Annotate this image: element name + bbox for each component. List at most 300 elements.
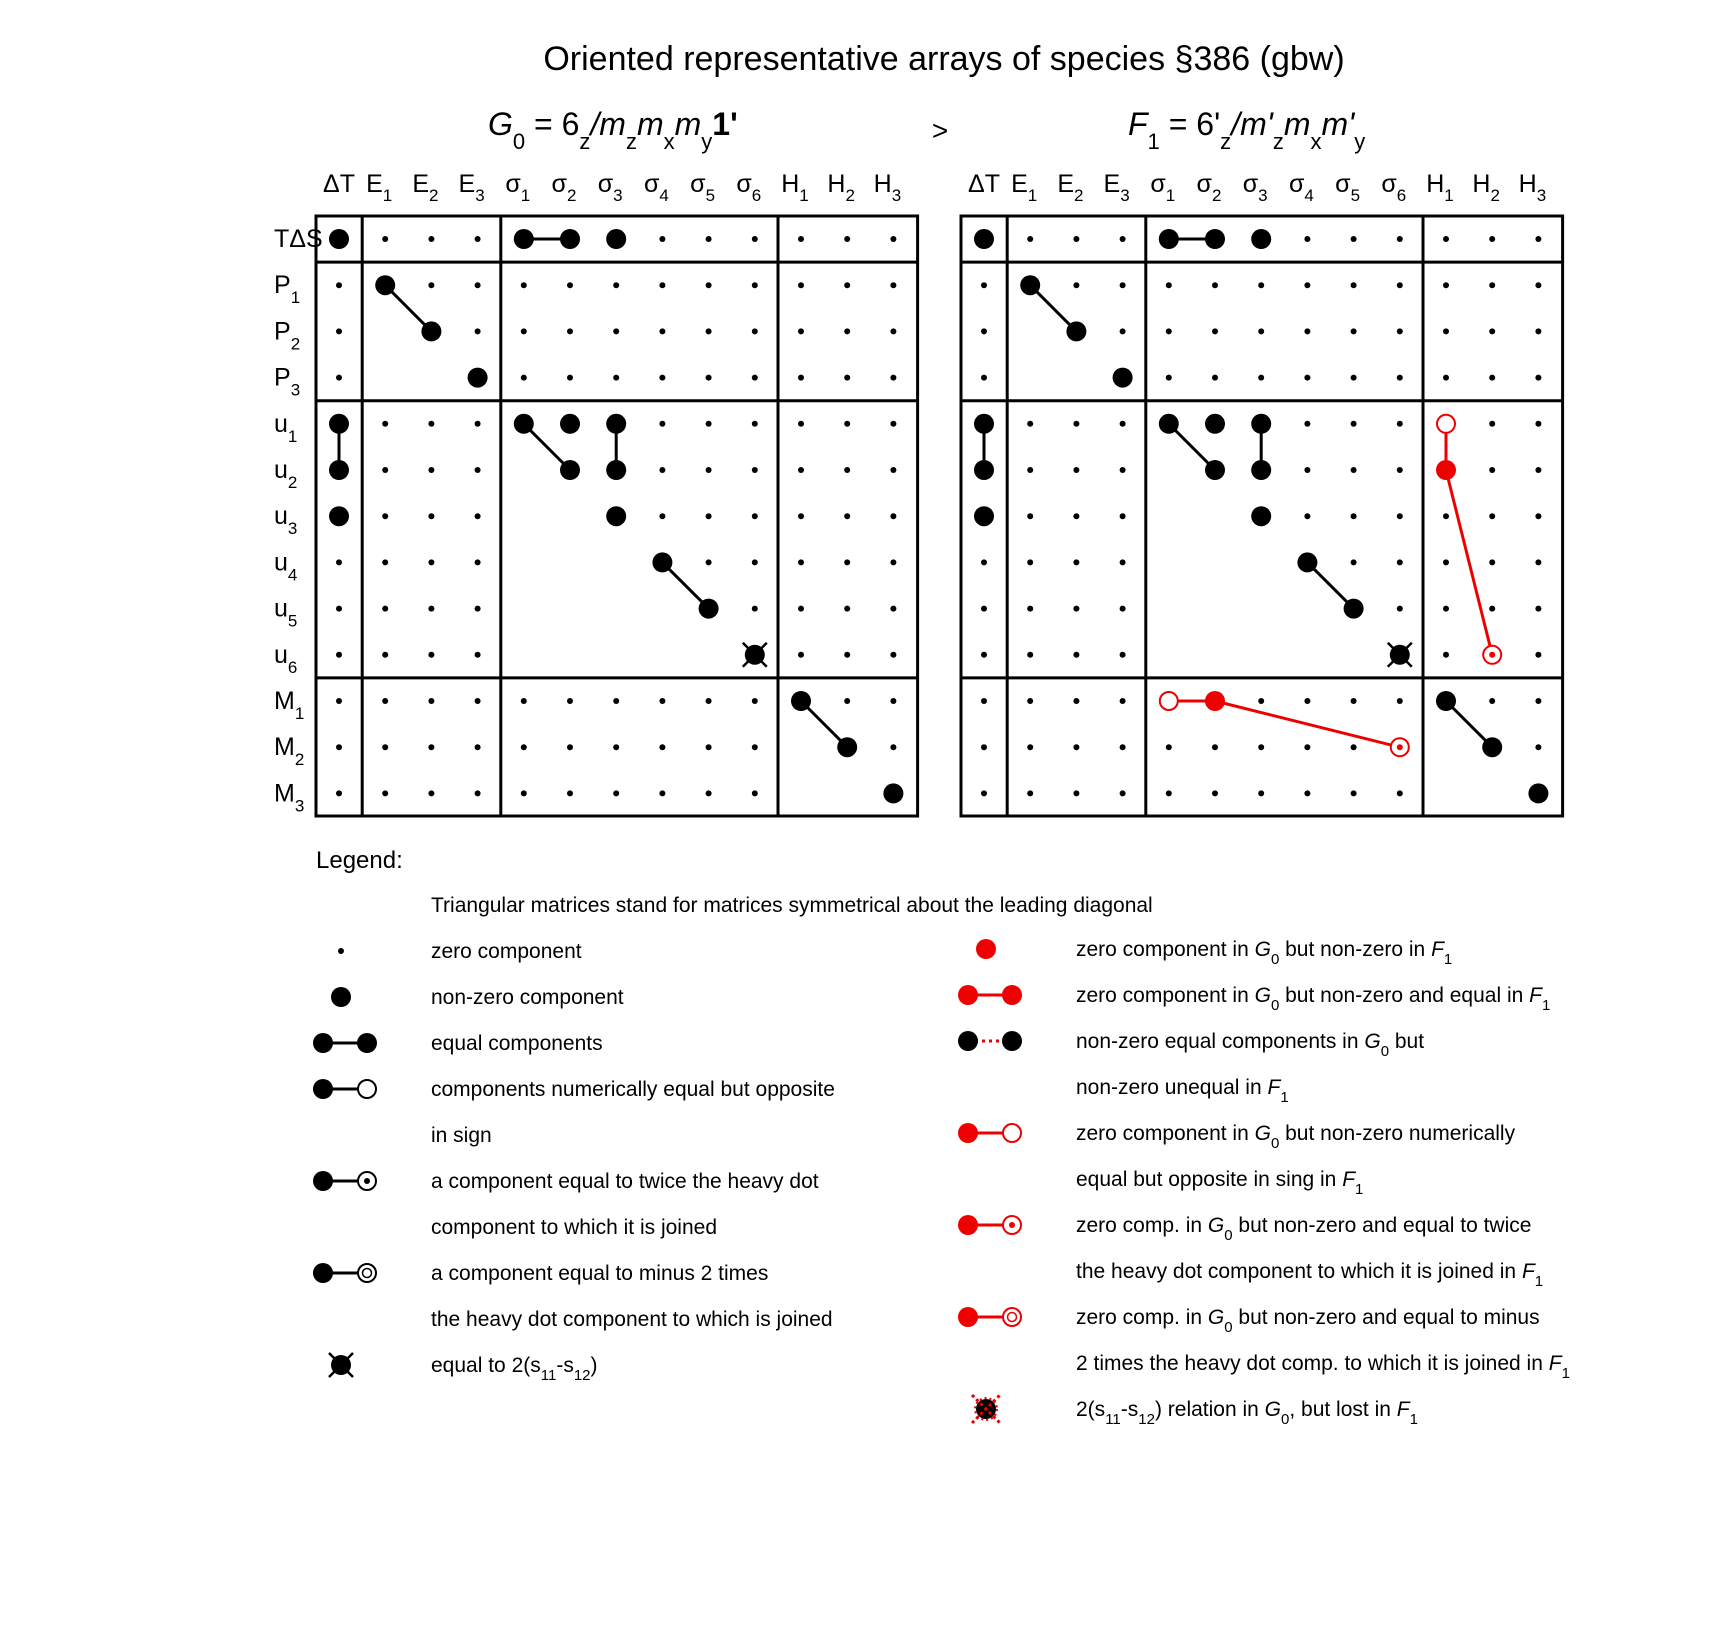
- zero-dot: [1535, 467, 1541, 473]
- zero-dot: [1073, 467, 1079, 473]
- heavy-dot: [1297, 552, 1317, 572]
- col-header-f1-3: $E_3$: [1103, 170, 1130, 205]
- zero-dot: [382, 744, 388, 750]
- zero-dot: [752, 698, 758, 704]
- zero-dot: [981, 652, 987, 658]
- col-header-f1-6: $\sigma_3$: [1242, 170, 1268, 205]
- legend-item-opp: [313, 1078, 835, 1147]
- zero-dot: [981, 282, 987, 288]
- zero-dot: [1443, 328, 1449, 334]
- zero-dot: [1212, 744, 1218, 750]
- zero-dot: [1535, 236, 1541, 242]
- zero-dot: [1120, 790, 1126, 796]
- zero-dot: [1073, 513, 1079, 519]
- zero-dot: [890, 467, 896, 473]
- zero-dot: [428, 744, 434, 750]
- legend-item-r_eq: [958, 984, 1550, 1014]
- legend-text: equal to $2(s_{11}-s_{12})$: [431, 1354, 598, 1384]
- zero-dot: [1304, 790, 1310, 796]
- legend-text: zero component: [431, 940, 582, 963]
- zero-dot: [1443, 513, 1449, 519]
- heavy-dot: [1159, 414, 1179, 434]
- legend-heavy-dot: [958, 985, 978, 1005]
- zero-dot: [475, 236, 481, 242]
- col-header-g0-4: $\sigma_1$: [505, 170, 531, 205]
- zero-dot: [1304, 744, 1310, 750]
- zero-dot: [567, 328, 573, 334]
- zero-dot: [1027, 421, 1033, 427]
- zero-dot: [981, 790, 987, 796]
- link-line: [1215, 701, 1400, 747]
- zero-dot: [798, 606, 804, 612]
- zero-dot: [567, 282, 573, 288]
- zero-dot: [382, 467, 388, 473]
- zero-dot: [475, 282, 481, 288]
- zero-dot: [382, 236, 388, 242]
- legend-text: the heavy dot component to which it is joined in $F_1$: [1076, 1260, 1544, 1290]
- zero-dot: [1212, 790, 1218, 796]
- zero-dot: [798, 328, 804, 334]
- zero-dot: [844, 606, 850, 612]
- heavy-dot: [1528, 783, 1548, 803]
- zero-dot: [1489, 328, 1495, 334]
- open-dot: [1160, 692, 1178, 710]
- col-header-g0-12: $H_3$: [873, 170, 902, 205]
- zero-dot: [1027, 652, 1033, 658]
- zero-dot: [475, 606, 481, 612]
- zero-dot: [1212, 375, 1218, 381]
- zero-dot: [1351, 467, 1357, 473]
- row-label-7: $u_4$: [274, 548, 298, 585]
- heavy-dot: [560, 229, 580, 249]
- zero-dot: [613, 375, 619, 381]
- zero-dot: [659, 698, 665, 704]
- legend-heavy-dot: [958, 1307, 978, 1327]
- heavy-dot: [329, 229, 349, 249]
- zero-dot: [798, 513, 804, 519]
- zero-dot: [1397, 375, 1403, 381]
- zero-dot: [1258, 282, 1264, 288]
- legend-text: the heavy dot component to which is joined: [431, 1308, 833, 1331]
- legend: [313, 938, 1570, 1428]
- zero-dot: [428, 698, 434, 704]
- legend-text: a component equal to minus 2 times: [431, 1262, 769, 1285]
- zero-dot: [706, 698, 712, 704]
- zero-dot: [475, 652, 481, 658]
- zero-dot: [706, 559, 712, 565]
- heavy-dot: [883, 783, 903, 803]
- zero-dot: [1073, 652, 1079, 658]
- legend-text: zero comp. in $G_0$ but non-zero and equal to twice: [1076, 1214, 1532, 1244]
- zero-dot: [1120, 559, 1126, 565]
- heavy-dot: [1205, 414, 1225, 434]
- zero-dot: [1258, 375, 1264, 381]
- zero-dot: [1027, 513, 1033, 519]
- row-label-4: $u_1$: [274, 409, 298, 446]
- zero-dot: [521, 744, 527, 750]
- zero-dot: [1397, 513, 1403, 519]
- zero-dot: [659, 467, 665, 473]
- zero-dot: [1351, 744, 1357, 750]
- zero-dot: [1443, 282, 1449, 288]
- zero-dot: [706, 282, 712, 288]
- zero-dot: [1351, 698, 1357, 704]
- zero-dot: [382, 421, 388, 427]
- zero-dot: [1027, 559, 1033, 565]
- zero-dot: [752, 236, 758, 242]
- legend-item-r_heavy: [976, 938, 1452, 968]
- zero-dot: [798, 467, 804, 473]
- zero-dot: [1397, 421, 1403, 427]
- zero-dot: [706, 375, 712, 381]
- zero-dot: [567, 744, 573, 750]
- zero-dot: [1304, 467, 1310, 473]
- red-heavy-dot: [1205, 691, 1225, 711]
- zero-dot: [428, 236, 434, 242]
- zero-dot: [475, 698, 481, 704]
- zero-dot: [981, 559, 987, 565]
- heavy-dot: [837, 737, 857, 757]
- zero-dot: [1166, 328, 1172, 334]
- zero-dot: [1489, 513, 1495, 519]
- zero-dot: [1120, 236, 1126, 242]
- heavy-dot: [329, 460, 349, 480]
- heavy-dot: [1251, 506, 1271, 526]
- zero-dot: [1027, 744, 1033, 750]
- zero-dot: [798, 421, 804, 427]
- zero-dot: [428, 790, 434, 796]
- legend-bullseye-center: [1009, 1222, 1015, 1228]
- zero-dot: [706, 744, 712, 750]
- zero-dot: [428, 606, 434, 612]
- zero-dot: [428, 559, 434, 565]
- zero-dot: [1073, 559, 1079, 565]
- zero-dot: [1489, 559, 1495, 565]
- zero-dot: [1120, 652, 1126, 658]
- zero-dot: [1120, 698, 1126, 704]
- relation-symbol: >: [931, 115, 949, 146]
- legend-text: non-zero equal components in $G_0$ but: [1076, 1030, 1425, 1060]
- legend-text: 2 times the heavy dot comp. to which it is joined in $F_1$: [1076, 1352, 1570, 1382]
- zero-dot: [659, 513, 665, 519]
- zero-dot: [752, 559, 758, 565]
- legend-heavy-dot: [313, 1079, 333, 1099]
- col-header-g0-1: $E_1$: [366, 170, 393, 205]
- legend-text: zero component in $G_0$ but non-zero in $F_1$: [1076, 938, 1453, 968]
- row-label-3: $P_3$: [274, 363, 301, 400]
- col-header-g0-2: $E_2$: [412, 170, 439, 205]
- zero-dot: [844, 513, 850, 519]
- zero-dot: [1120, 467, 1126, 473]
- zero-dot: [382, 698, 388, 704]
- zero-dot: [1489, 236, 1495, 242]
- zero-dot: [475, 513, 481, 519]
- zero-dot: [798, 282, 804, 288]
- zero-dot: [659, 282, 665, 288]
- col-header-g0-10: $H_1$: [781, 170, 809, 205]
- zero-dot: [890, 744, 896, 750]
- zero-dot: [1166, 375, 1172, 381]
- heavy-dot: [791, 691, 811, 711]
- zero-dot: [382, 606, 388, 612]
- col-header-g0-3: $E_3$: [458, 170, 485, 205]
- heavy-dot: [699, 599, 719, 619]
- legend-item-r_opp: [958, 1122, 1516, 1198]
- col-header-g0-5: $\sigma_2$: [551, 170, 577, 205]
- zero-dot: [336, 559, 342, 565]
- zero-dot: [844, 559, 850, 565]
- bullseye-center: [1489, 652, 1495, 658]
- zero-dot: [1489, 375, 1495, 381]
- zero-dot: [1304, 421, 1310, 427]
- zero-dot: [521, 282, 527, 288]
- col-header-g0-9: $\sigma_6$: [736, 170, 762, 205]
- zero-dot: [428, 421, 434, 427]
- col-header-f1-12: $H_3$: [1518, 170, 1547, 205]
- heavy-dot: [560, 460, 580, 480]
- open-dot: [1437, 415, 1455, 433]
- col-header-g0-8: $\sigma_5$: [690, 170, 716, 205]
- zero-dot: [382, 513, 388, 519]
- zero-dot: [890, 421, 896, 427]
- legend-item-r_lost: [972, 1395, 1418, 1428]
- zero-dot: [1120, 282, 1126, 288]
- col-header-f1-9: $\sigma_6$: [1381, 170, 1407, 205]
- zero-dot: [1351, 328, 1357, 334]
- zero-dot: [1120, 606, 1126, 612]
- zero-dot: [981, 328, 987, 334]
- heavy-dot: [1251, 414, 1271, 434]
- zero-dot: [521, 375, 527, 381]
- heavy-dot: [1482, 737, 1502, 757]
- col-header-g0-11: $H_2$: [827, 170, 855, 205]
- zero-dot: [1351, 236, 1357, 242]
- zero-dot: [1351, 790, 1357, 796]
- zero-dot: [613, 790, 619, 796]
- zero-dot: [1351, 559, 1357, 565]
- legend-text: equal components: [431, 1032, 603, 1055]
- diagram-title: Oriented representative arrays of species §386 (gbw): [543, 40, 1345, 78]
- legend-text: non-zero unequal in $F_1$: [1076, 1076, 1289, 1106]
- zero-dot: [752, 467, 758, 473]
- zero-dot: [1304, 328, 1310, 334]
- zero-dot: [1304, 698, 1310, 704]
- zero-dot: [613, 698, 619, 704]
- zero-dot: [613, 328, 619, 334]
- heavy-dot: [974, 506, 994, 526]
- bullseye-center: [1397, 744, 1403, 750]
- zero-dot: [1120, 744, 1126, 750]
- zero-dot: [659, 375, 665, 381]
- zero-dot: [844, 328, 850, 334]
- zero-dot: [336, 328, 342, 334]
- zero-dot: [567, 698, 573, 704]
- zero-dot: [1027, 606, 1033, 612]
- zero-dot: [521, 328, 527, 334]
- zero-dot: [1073, 236, 1079, 242]
- col-header-f1-10: $H_1$: [1426, 170, 1454, 205]
- zero-dot: [798, 236, 804, 242]
- zero-dot: [1258, 790, 1264, 796]
- zero-dot: [1027, 467, 1033, 473]
- zero-dot: [706, 236, 712, 242]
- legend-text: components numerically equal but opposite: [431, 1078, 835, 1101]
- zero-dot: [1073, 744, 1079, 750]
- legend-heavy-dot: [331, 987, 351, 1007]
- heavy-dot: [974, 229, 994, 249]
- row-label-1: $P_1$: [274, 271, 301, 308]
- zero-dot: [1073, 606, 1079, 612]
- zero-dot: [382, 790, 388, 796]
- zero-dot: [890, 652, 896, 658]
- heavy-dot: [329, 414, 349, 434]
- zero-dot: [1443, 559, 1449, 565]
- zero-dot: [890, 698, 896, 704]
- zero-dot: [336, 652, 342, 658]
- zero-dot: [475, 559, 481, 565]
- zero-dot: [1304, 375, 1310, 381]
- col-header-f1-4: $\sigma_1$: [1150, 170, 1176, 205]
- zero-dot: [1535, 328, 1541, 334]
- red-heavy-dot: [1436, 460, 1456, 480]
- col-header-f1-11: $H_2$: [1472, 170, 1500, 205]
- zero-dot: [336, 606, 342, 612]
- zero-dot: [659, 328, 665, 334]
- zero-dot: [1489, 698, 1495, 704]
- legend-heavy-dot: [357, 1033, 377, 1053]
- zero-dot: [1443, 652, 1449, 658]
- zero-dot: [890, 328, 896, 334]
- zero-dot: [1166, 790, 1172, 796]
- heavy-dot: [1251, 229, 1271, 249]
- zero-dot: [1397, 236, 1403, 242]
- zero-dot: [567, 790, 573, 796]
- zero-dot: [475, 790, 481, 796]
- legend-item-heavy: [331, 986, 624, 1009]
- zero-dot: [981, 744, 987, 750]
- link-line: [1446, 470, 1492, 655]
- heavy-dot: [1020, 275, 1040, 295]
- zero-dot: [1258, 744, 1264, 750]
- zero-dot: [890, 282, 896, 288]
- zero-dot: [1535, 421, 1541, 427]
- legend-text: zero component in $G_0$ but non-zero and equal in $F_1$: [1076, 984, 1551, 1014]
- zero-dot: [1443, 236, 1449, 242]
- zero-dot: [1535, 652, 1541, 658]
- legend-heavy-dot: [958, 1215, 978, 1235]
- zero-dot: [1397, 328, 1403, 334]
- zero-dot: [752, 606, 758, 612]
- zero-dot: [1027, 790, 1033, 796]
- legend-bullseye-center: [364, 1178, 370, 1184]
- zero-dot: [1535, 606, 1541, 612]
- zero-dot: [475, 744, 481, 750]
- heavy-dot: [468, 368, 488, 388]
- zero-dot: [1166, 744, 1172, 750]
- heavy-dot: [1066, 321, 1086, 341]
- zero-dot: [336, 790, 342, 796]
- legend-heavy-dot: [313, 1033, 333, 1053]
- legend-double-ring-inner: [1008, 1313, 1017, 1322]
- col-header-f1-2: $E_2$: [1057, 170, 1084, 205]
- heavy-dot: [652, 552, 672, 572]
- legend-text: zero comp. in $G_0$ but non-zero and equal to minus: [1076, 1306, 1540, 1336]
- legend-open-dot: [1003, 1124, 1021, 1142]
- row-label-6: $u_3$: [274, 502, 298, 539]
- row-label-5: $u_2$: [274, 456, 298, 492]
- legend-note: Triangular matrices stand for matrices symmetrical about the leading diagonal: [431, 894, 1153, 917]
- zero-dot: [475, 421, 481, 427]
- zero-dot: [1073, 698, 1079, 704]
- legend-zero-dot: [338, 948, 344, 954]
- zero-dot: [1304, 236, 1310, 242]
- zero-dot: [1535, 744, 1541, 750]
- zero-dot: [1212, 328, 1218, 334]
- zero-dot: [382, 559, 388, 565]
- legend-item-r_minus2: [958, 1306, 1570, 1382]
- zero-dot: [844, 652, 850, 658]
- zero-dot: [1489, 421, 1495, 427]
- heavy-dot: [606, 414, 626, 434]
- legend-text: non-zero component: [431, 986, 624, 1009]
- zero-dot: [1535, 513, 1541, 519]
- zero-dot: [1073, 421, 1079, 427]
- heavy-dot: [560, 414, 580, 434]
- legend-heavy-dot: [958, 1031, 978, 1051]
- zero-dot: [1489, 282, 1495, 288]
- zero-dot: [1212, 282, 1218, 288]
- zero-dot: [428, 282, 434, 288]
- heavy-dot: [606, 506, 626, 526]
- zero-dot: [1304, 282, 1310, 288]
- heavy-dot: [1344, 599, 1364, 619]
- zero-dot: [428, 513, 434, 519]
- legend-double-ring-inner: [363, 1269, 372, 1278]
- legend-text: equal but opposite in sing in $F_1$: [1076, 1168, 1364, 1198]
- zero-dot: [336, 698, 342, 704]
- zero-dot: [1027, 698, 1033, 704]
- matrix-f1: [961, 170, 1563, 816]
- zero-dot: [1351, 513, 1357, 519]
- zero-dot: [1166, 282, 1172, 288]
- legend-item-cross: [329, 1353, 598, 1384]
- zero-dot: [706, 328, 712, 334]
- col-header-g0-7: $\sigma_4$: [643, 170, 669, 205]
- heavy-dot: [514, 229, 534, 249]
- zero-dot: [613, 744, 619, 750]
- zero-dot: [1120, 328, 1126, 334]
- heavy-dot: [1205, 460, 1225, 480]
- zero-dot: [1443, 375, 1449, 381]
- zero-dot: [890, 559, 896, 565]
- legend-heavy-dot: [1002, 985, 1022, 1005]
- zero-dot: [1351, 375, 1357, 381]
- zero-dot: [1397, 790, 1403, 796]
- zero-dot: [752, 744, 758, 750]
- zero-dot: [844, 282, 850, 288]
- zero-dot: [1351, 421, 1357, 427]
- legend-text: zero component in $G_0$ but non-zero numerically: [1076, 1122, 1516, 1152]
- col-header-f1-0: ΔT: [968, 170, 1000, 198]
- legend-item-eq: [313, 1032, 603, 1055]
- zero-dot: [798, 375, 804, 381]
- zero-dot: [1397, 606, 1403, 612]
- heavy-dot: [606, 460, 626, 480]
- zero-dot: [567, 375, 573, 381]
- zero-dot: [1535, 559, 1541, 565]
- zero-dot: [1443, 606, 1449, 612]
- heavy-dot: [1159, 229, 1179, 249]
